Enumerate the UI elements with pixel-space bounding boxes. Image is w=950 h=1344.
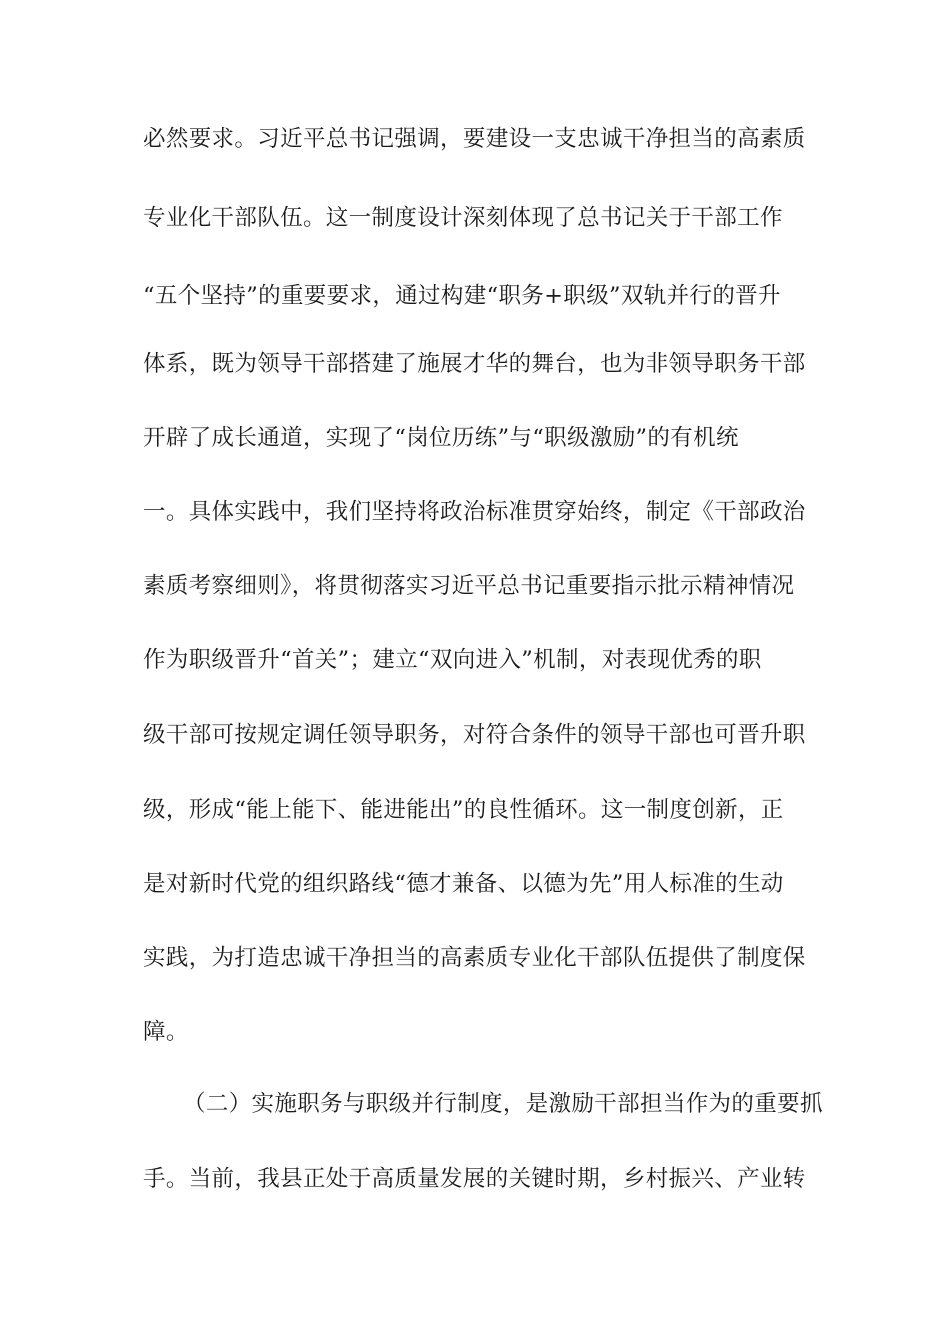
text-line: 素质考察细则》，将贯彻落实习近平总书记重要指示批示精神情况	[143, 573, 795, 599]
text-line: 级干部可按规定调任领导职务，对符合条件的领导干部也可晋升职	[143, 722, 806, 748]
text-line: 开辟了成长通道，实现了“岗位历练”与“职级激励”的有机统	[143, 425, 739, 451]
text-line: 必然要求。习近平总书记强调，要建设一支忠诚干净担当的高素质	[143, 126, 806, 152]
text-line: 是对新时代党的组织路线“德才兼备、以德为先”用人标准的生动	[143, 871, 784, 897]
text-line: 作为职级晋升“首关”；建立“双向进入”机制，对表现优秀的职	[143, 647, 762, 673]
text-line: 专业化干部队伍。这一制度设计深刻体现了总书记关于干部工作	[143, 205, 783, 231]
text-line: 手。当前，我县正处于高质量发展的关键时期，乡村振兴、产业转	[143, 1166, 806, 1192]
text-line: 一。具体实践中，我们坚持将政治标准贯穿始终，制定《干部政治	[143, 499, 806, 525]
text-line: 体系，既为领导干部搭建了施展才华的舞台，也为非领导职务干部	[143, 351, 806, 377]
text-line: “五个坚持”的重要要求，通过构建“职务+职级”双轨并行的晋升	[143, 283, 781, 309]
text-line: 实践，为打造忠诚干净担当的高素质专业化干部队伍提供了制度保	[143, 945, 806, 971]
section-heading-line: （二）实施职务与职级并行制度，是激励干部担当作为的重要抓	[183, 1091, 823, 1117]
text-line: 障。	[143, 1019, 189, 1045]
text-line: 级，形成“能上能下、能进能出”的良性循环。这一制度创新，正	[143, 797, 784, 823]
